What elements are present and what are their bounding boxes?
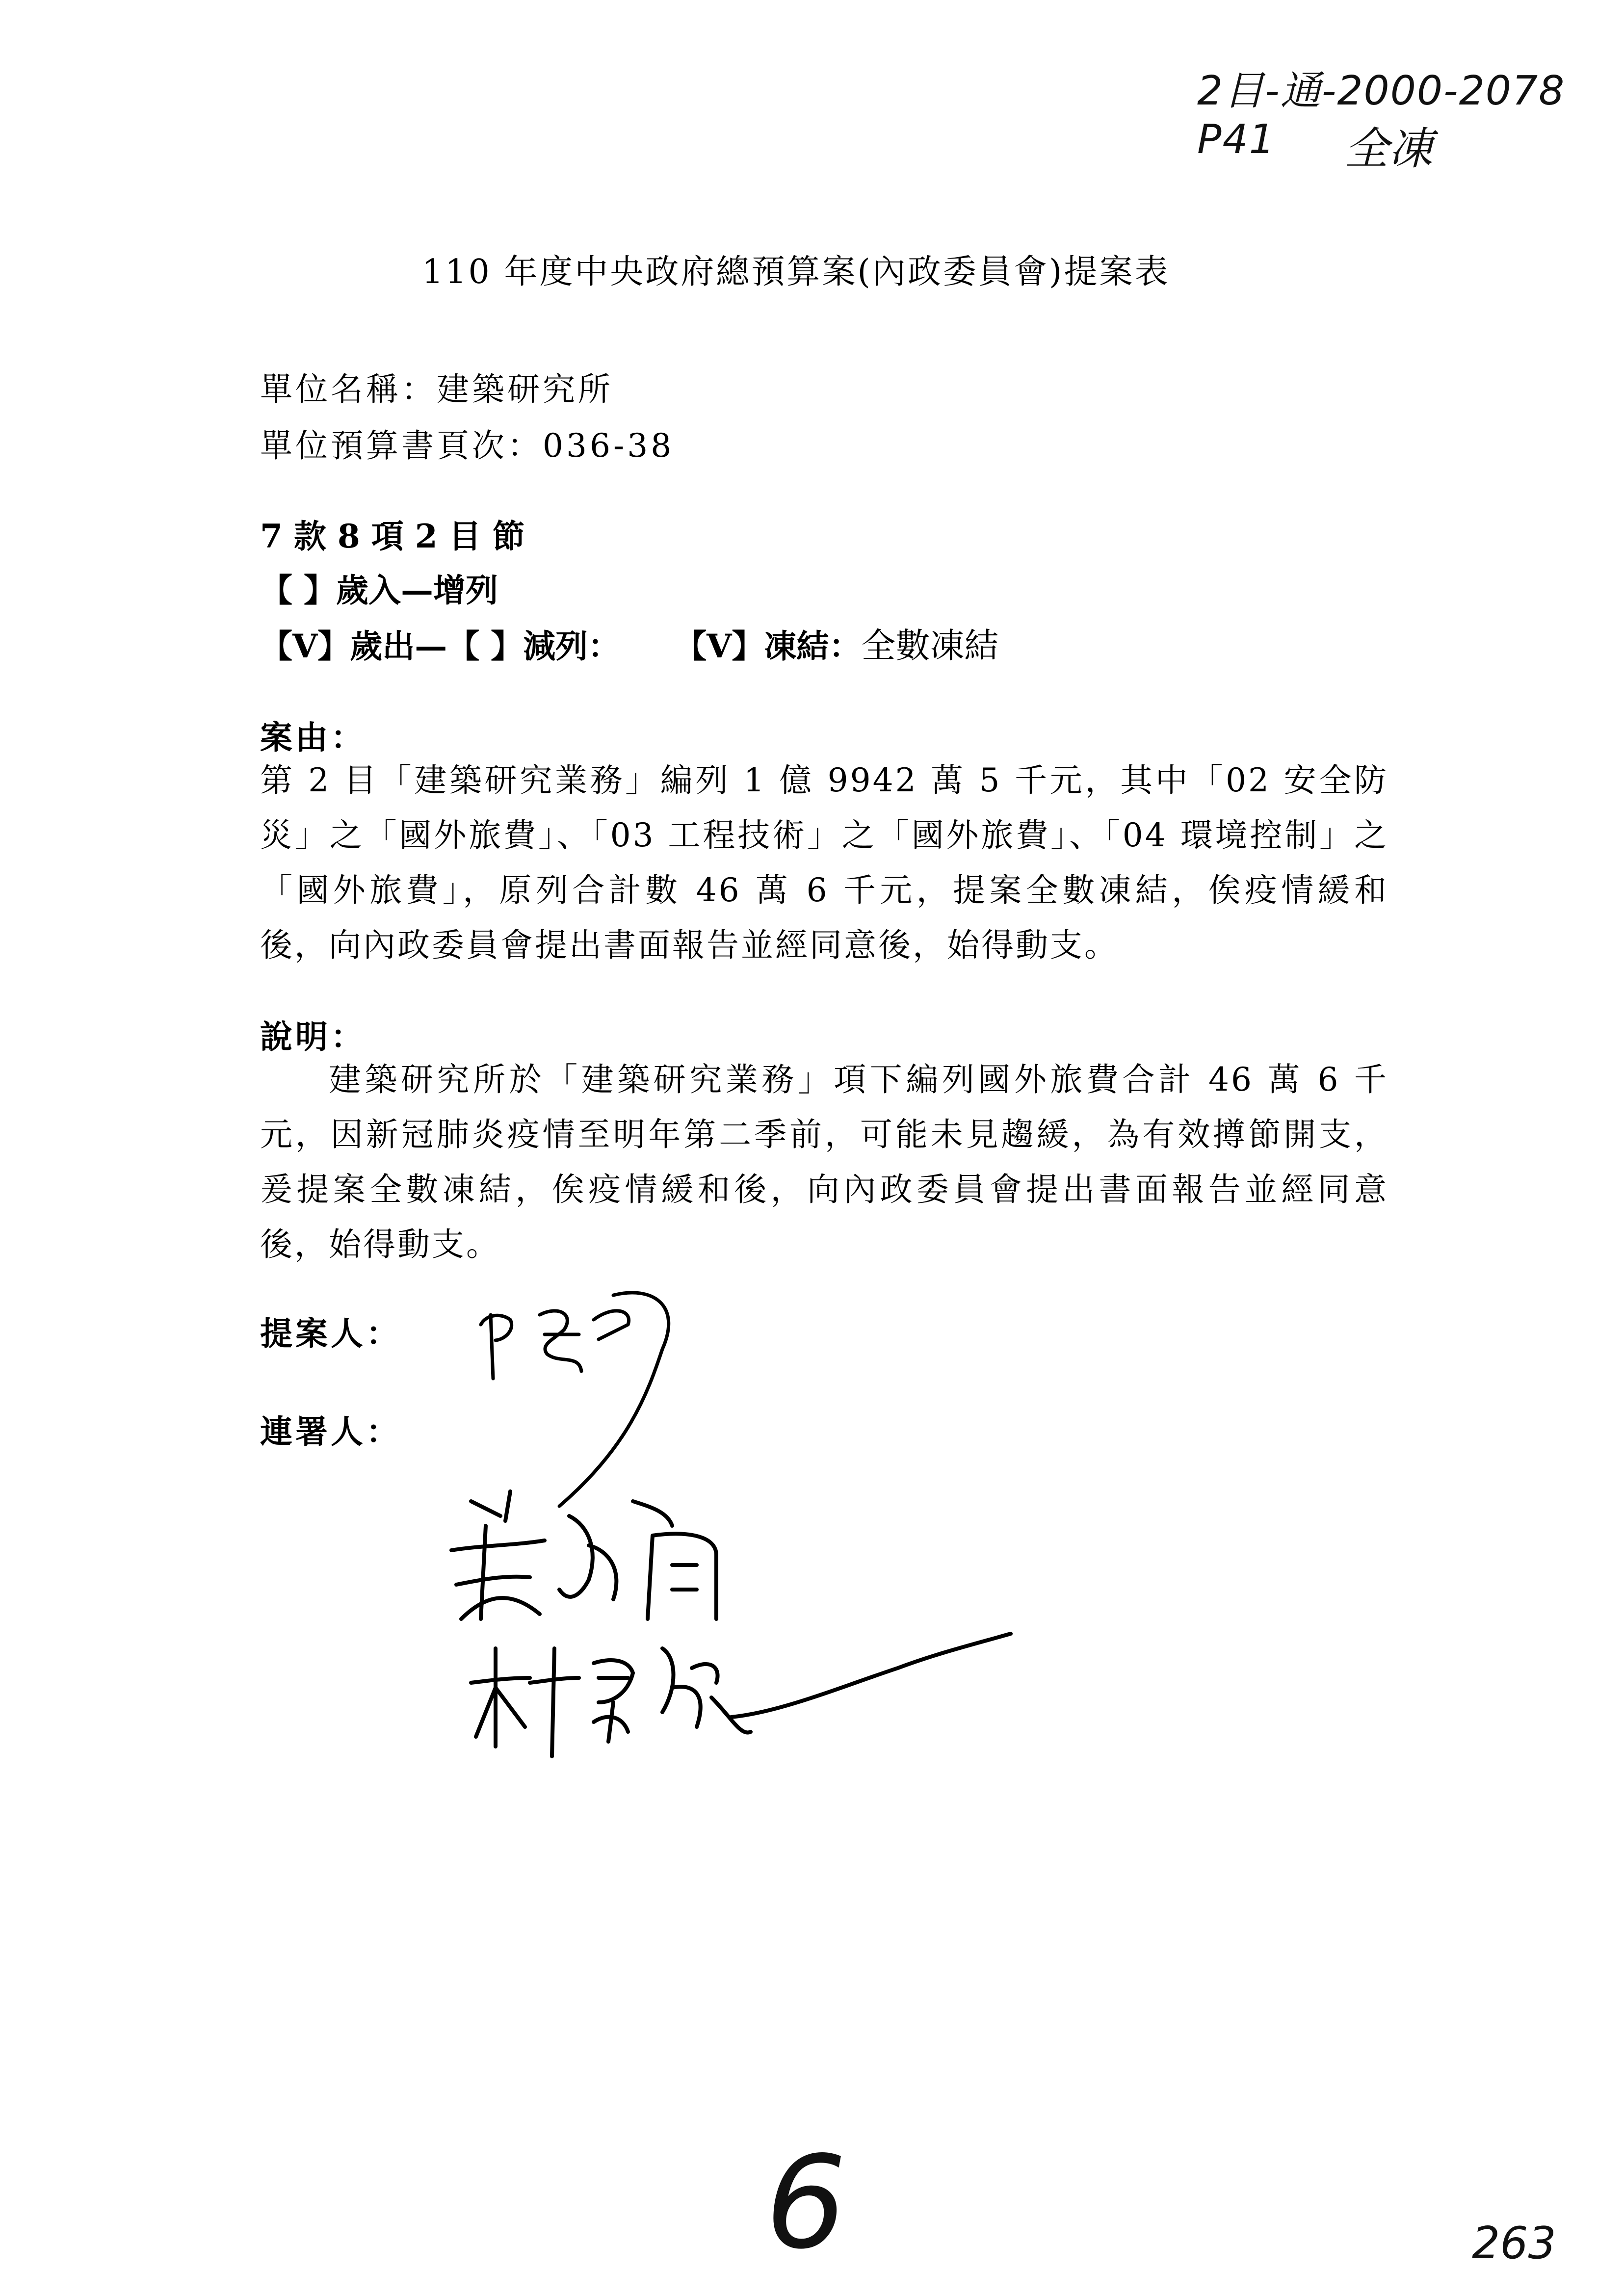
explanation-heading: 說明： [260,1018,366,1056]
proposer-label: 提案人： [260,1314,401,1353]
handwritten-freeze-note: 全凍 [1344,123,1433,175]
budget-item-line: 7 款 8 項 2 目 節 [260,517,525,555]
reason-heading: 案由： [260,718,366,757]
document-title: 110 年度中央政府總預算案(內政委員會)提案表 [422,253,1170,291]
page-number: 6 [765,2129,847,2277]
cosigner-signature-ye [442,1472,746,1636]
expense-freeze-line [260,618,998,668]
freeze-value: 全數凍結 [861,626,999,666]
reason-text: 第 2 目「建築研究業務」編列 1 億 9942 萬 5 千元，其中「02 安全防災」之「國外旅費」、「03 工程技術」之「國外旅費」、「04 環境控制」之「國外旅費」，原列合計數 46 萬 6 千元，提案全數凍結，俟疫情緩和後，向內政委員會提出書面報告並經同意後，始得動支。 [260,761,1388,964]
cosigner-label: 連署人： [260,1412,401,1451]
expense-label: 【V】歲出—【 】減列： [260,627,621,665]
unit-name: 單位名稱：建築研究所 [260,370,613,408]
corner-number: 263 [1472,2218,1556,2269]
explanation-text: 建築研究所於「建築研究業務」項下編列國外旅費合計 46 萬 6 千元，因新冠肺炎疫情至明年第二季前，可能未見趨緩，為有效撙節開支，爰提案全數凍結，俟疫情緩和後，向內政委員會提出書面報告並經同意後，始得動支。 [260,1061,1388,1263]
freeze-label: 【V】凍結： [674,627,862,665]
handwritten-reference-note: 2目-通-2000-2078 P41 [1197,68,1566,163]
revenue-line: 【 】歲入—增列 [260,571,498,609]
cosigner-signature-lin [466,1629,1030,1778]
unit-budget-page: 單位預算書頁次：036-38 [260,427,675,465]
